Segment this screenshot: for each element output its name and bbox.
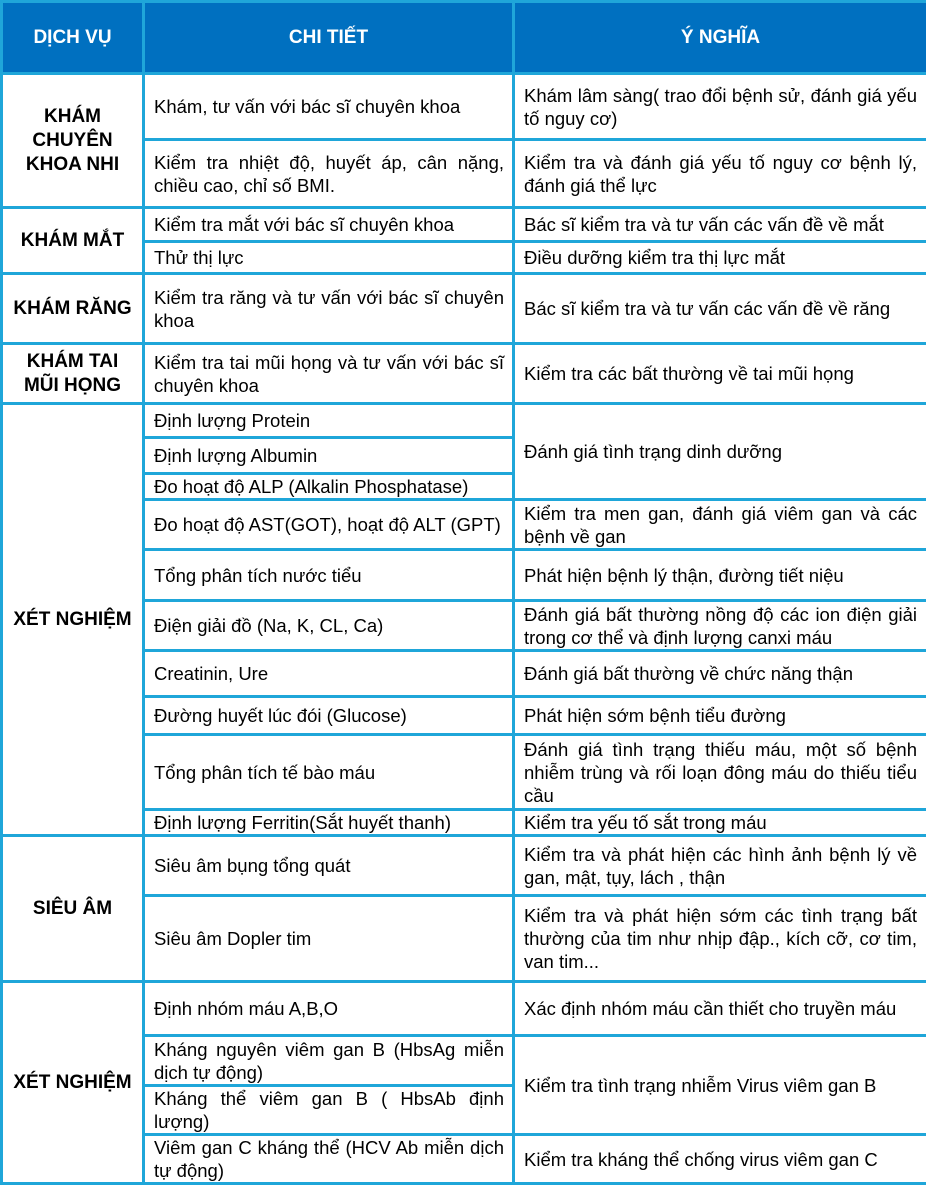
detail-cell: Kiểm tra tai mũi họng và tư vấn với bác sĩ chuyên khoa xyxy=(144,344,514,404)
detail-cell: Siêu âm bụng tổng quát xyxy=(144,836,514,896)
category-eye: KHÁM MẮT xyxy=(2,208,144,274)
detail-cell: Creatinin, Ure xyxy=(144,651,514,697)
header-detail: CHI TIẾT xyxy=(144,2,514,74)
detail-cell: Định lượng Protein xyxy=(144,404,514,438)
header-service: DỊCH VỤ xyxy=(2,2,144,74)
meaning-cell: Bác sĩ kiểm tra và tư vấn các vấn đề về răng xyxy=(514,274,926,344)
category-lab-tests: XÉT NGHIỆM xyxy=(2,404,144,836)
detail-cell: Định nhóm máu A,B,O xyxy=(144,982,514,1036)
meaning-cell: Điều dưỡng kiểm tra thị lực mắt xyxy=(514,242,926,274)
meaning-cell: Đánh giá tình trạng dinh dưỡng xyxy=(514,404,926,500)
meaning-cell: Phát hiện sớm bệnh tiểu đường xyxy=(514,697,926,735)
detail-cell: Tổng phân tích tế bào máu xyxy=(144,735,514,810)
table-row xyxy=(2,74,926,140)
meaning-cell: Khám lâm sàng( trao đổi bệnh sử, đánh giá yếu tố nguy cơ) xyxy=(514,74,926,140)
detail-cell: Kiểm tra nhiệt độ, huyết áp, cân nặng, chiều cao, chỉ số BMI. xyxy=(144,140,514,208)
table-row xyxy=(2,836,926,896)
detail-cell: Đường huyết lúc đói (Glucose) xyxy=(144,697,514,735)
meaning-cell: Kiểm tra men gan, đánh giá viêm gan và các bệnh về gan xyxy=(514,500,926,550)
meaning-cell: Kiểm tra yếu tố sắt trong máu xyxy=(514,810,926,836)
table-row xyxy=(2,274,926,344)
detail-cell: Khám, tư vấn với bác sĩ chuyên khoa xyxy=(144,74,514,140)
detail-cell: Định lượng Ferritin(Sắt huyết thanh) xyxy=(144,810,514,836)
detail-cell: Kiểm tra răng và tư vấn với bác sĩ chuyên khoa xyxy=(144,274,514,344)
meaning-cell: Kiểm tra và phát hiện các hình ảnh bệnh lý về gan, mật, tụy, lách , thận xyxy=(514,836,926,896)
header-row xyxy=(2,2,926,74)
detail-cell: Kháng thể viêm gan B ( HbsAb định lượng) xyxy=(144,1086,514,1135)
meaning-cell: Bác sĩ kiểm tra và tư vấn các vấn đề về mắt xyxy=(514,208,926,242)
meaning-cell: Kiểm tra tình trạng nhiễm Virus viêm gan B xyxy=(514,1036,926,1135)
detail-cell: Định lượng Albumin xyxy=(144,438,514,474)
meaning-cell: Kiểm tra và đánh giá yếu tố nguy cơ bệnh lý, đánh giá thể lực xyxy=(514,140,926,208)
category-ent: KHÁM TAI MŨI HỌNG xyxy=(2,344,144,404)
table-row xyxy=(2,982,926,1036)
table-row xyxy=(2,208,926,242)
meaning-cell: Phát hiện bệnh lý thận, đường tiết niệu xyxy=(514,550,926,601)
meaning-cell: Kiểm tra các bất thường về tai mũi họng xyxy=(514,344,926,404)
meaning-cell: Xác định nhóm máu cần thiết cho truyền máu xyxy=(514,982,926,1036)
category-dental: KHÁM RĂNG xyxy=(2,274,144,344)
detail-cell: Kháng nguyên viêm gan B (HbsAg miễn dịch tự động) xyxy=(144,1036,514,1086)
detail-cell: Viêm gan C kháng thể (HCV Ab miễn dịch tự động) xyxy=(144,1135,514,1184)
header-meaning: Ý NGHĨA xyxy=(514,2,926,74)
meaning-cell: Kiểm tra và phát hiện sớm các tình trạng bất thường của tim như nhịp đập., kích cỡ, cơ tim, van tim... xyxy=(514,896,926,982)
meaning-cell: Đánh giá bất thường về chức năng thận xyxy=(514,651,926,697)
category-ultrasound: SIÊU ÂM xyxy=(2,836,144,982)
detail-cell: Tổng phân tích nước tiểu xyxy=(144,550,514,601)
detail-cell: Đo hoạt độ ALP (Alkalin Phosphatase) xyxy=(144,474,514,500)
category-pediatrics: KHÁM CHUYÊN KHOA NHI xyxy=(2,74,144,208)
detail-cell: Thử thị lực xyxy=(144,242,514,274)
table-row xyxy=(2,404,926,438)
detail-cell: Kiểm tra mắt với bác sĩ chuyên khoa xyxy=(144,208,514,242)
meaning-cell: Đánh giá tình trạng thiếu máu, một số bệnh nhiễm trùng và rối loạn đông máu do thiếu tiểu cầu xyxy=(514,735,926,810)
detail-cell: Đo hoạt độ AST(GOT), hoạt độ ALT (GPT) xyxy=(144,500,514,550)
category-lab-tests-2: XÉT NGHIỆM xyxy=(2,982,144,1184)
table-row xyxy=(2,344,926,404)
detail-cell: Siêu âm Dopler tim xyxy=(144,896,514,982)
meaning-cell: Kiểm tra kháng thể chống virus viêm gan C xyxy=(514,1135,926,1184)
meaning-cell: Đánh giá bất thường nồng độ các ion điện giải trong cơ thể và định lượng canxi máu xyxy=(514,601,926,651)
detail-cell: Điện giải đồ (Na, K, CL, Ca) xyxy=(144,601,514,651)
